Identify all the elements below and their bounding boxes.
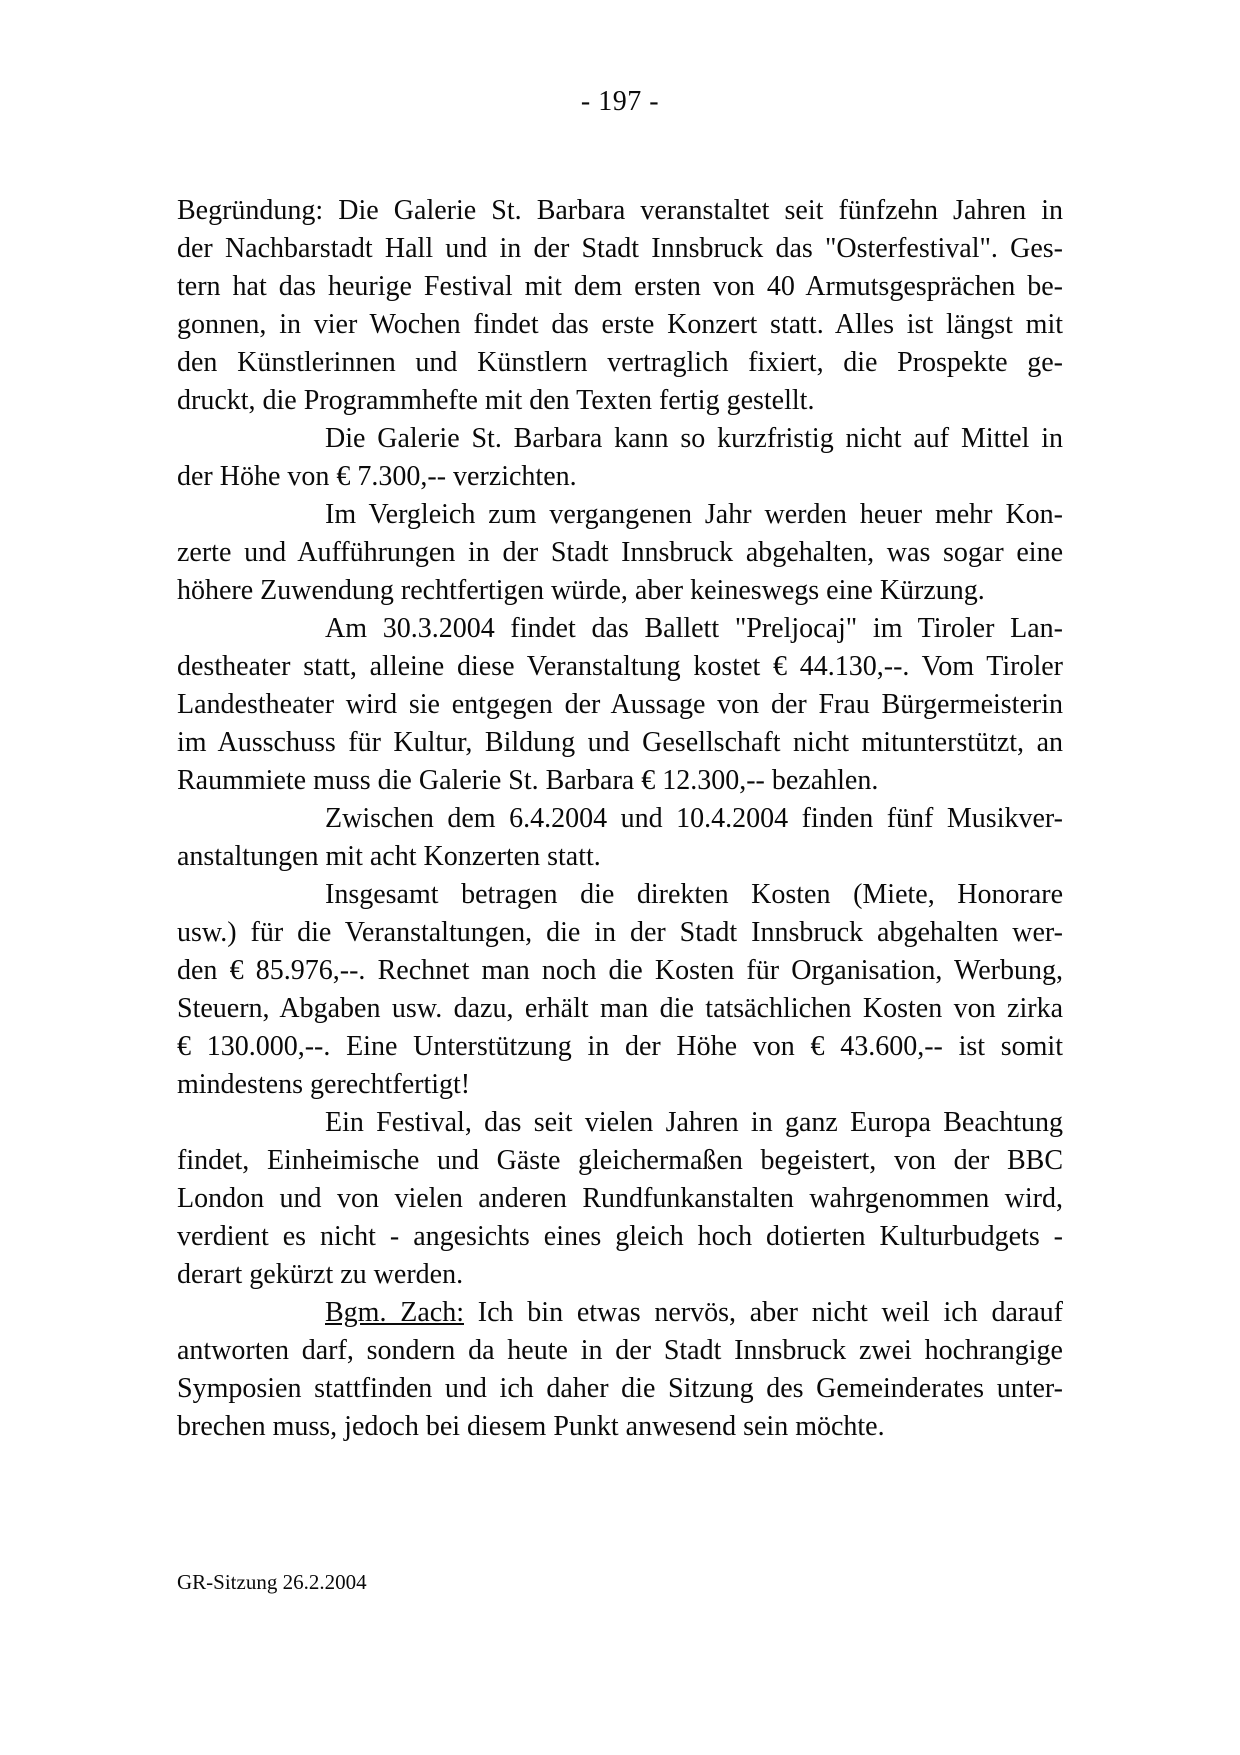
text-line: London und von vielen anderen Rundfunkanstalten wahrgenommen wird, [177,1183,1063,1214]
text-line: Bgm. Zach: Ich bin etwas nervös, aber nicht weil ich darauf [325,1297,1063,1328]
text-line: zerte und Aufführungen in der Stadt Innsbruck abgehalten, was sogar eine [177,537,1063,568]
text-line: der Höhe von € 7.300,-- verzichten. [177,461,577,492]
paragraph [177,496,1063,610]
text-line: Ein Festival, das seit vielen Jahren in ganz Europa Beachtung [325,1107,1063,1138]
speaker-name: Bgm. Zach: [325,1297,464,1328]
text-line: antworten darf, sondern da heute in der Stadt Innsbruck zwei hochrangige [177,1335,1063,1366]
text-line: tern hat das heurige Festival mit dem ersten von 40 Armutsgesprächen be- [177,271,1063,302]
text-line: mindestens gerechtfertigt! [177,1069,471,1100]
text-line: anstaltungen mit acht Konzerten statt. [177,841,601,872]
text-line: Die Galerie St. Barbara kann so kurzfristig nicht auf Mittel in [325,423,1063,454]
paragraph [177,420,1063,496]
text-line: druckt, die Programmhefte mit den Texten fertig gestellt. [177,385,815,416]
page-number: - 197 - [580,86,660,117]
text-line: findet, Einheimische und Gäste gleichermaßen begeistert, von der BBC [177,1145,1063,1176]
paragraph [177,1104,1063,1294]
text-line: derart gekürzt zu werden. [177,1259,464,1290]
text-line: verdient es nicht - angesichts eines gleich hoch dotierten Kulturbudgets - [177,1221,1063,1252]
text-line: Begründung: Die Galerie St. Barbara veranstaltet seit fünfzehn Jahren in [177,195,1063,226]
paragraph [177,876,1063,1104]
text-line: den € 85.976,--. Rechnet man noch die Kosten für Organisation, Werbung, [177,955,1063,986]
text-line: destheater statt, alleine diese Veranstaltung kostet € 44.130,--. Vom Tiroler [177,651,1063,682]
text-line: höhere Zuwendung rechtfertigen würde, aber keineswegs eine Kürzung. [177,575,985,606]
text-line: brechen muss, jedoch bei diesem Punkt anwesend sein möchte. [177,1411,885,1442]
paragraph [177,192,1063,420]
text-line: gonnen, in vier Wochen findet das erste Konzert statt. Alles ist längst mit [177,309,1063,340]
text-line: Zwischen dem 6.4.2004 und 10.4.2004 finden fünf Musikver- [325,803,1063,834]
text-line: usw.) für die Veranstaltungen, die in der Stadt Innsbruck abgehalten wer- [177,917,1063,948]
text-line: im Ausschuss für Kultur, Bildung und Gesellschaft nicht mitunterstützt, an [177,727,1063,758]
text-line: den Künstlerinnen und Künstlern vertraglich fixiert, die Prospekte ge- [177,347,1063,378]
text-line: Am 30.3.2004 findet das Ballett "Preljocaj" im Tiroler Lan- [325,613,1063,644]
paragraph [177,610,1063,800]
text-line: € 130.000,--. Eine Unterstützung in der Höhe von € 43.600,-- ist somit [177,1031,1063,1062]
paragraph [177,1294,1063,1446]
text-line: Raummiete muss die Galerie St. Barbara € 12.300,-- bezahlen. [177,765,879,796]
paragraph [177,800,1063,876]
text-line: Insgesamt betragen die direkten Kosten (Miete, Honorare [325,879,1063,910]
text-line: Landestheater wird sie entgegen der Aussage von der Frau Bürgermeisterin [177,689,1063,720]
footer-session-label: GR-Sitzung 26.2.2004 [177,1570,367,1594]
text-line: der Nachbarstadt Hall und in der Stadt Innsbruck das "Osterfestival". Ges- [177,233,1063,264]
text-line: Steuern, Abgaben usw. dazu, erhält man die tatsächlichen Kosten von zirka [177,993,1063,1024]
text-line: Symposien stattfinden und ich daher die Sitzung des Gemeinderates unter- [177,1373,1063,1404]
text-line: Im Vergleich zum vergangenen Jahr werden heuer mehr Kon- [325,499,1063,530]
document-body [177,192,1063,1446]
